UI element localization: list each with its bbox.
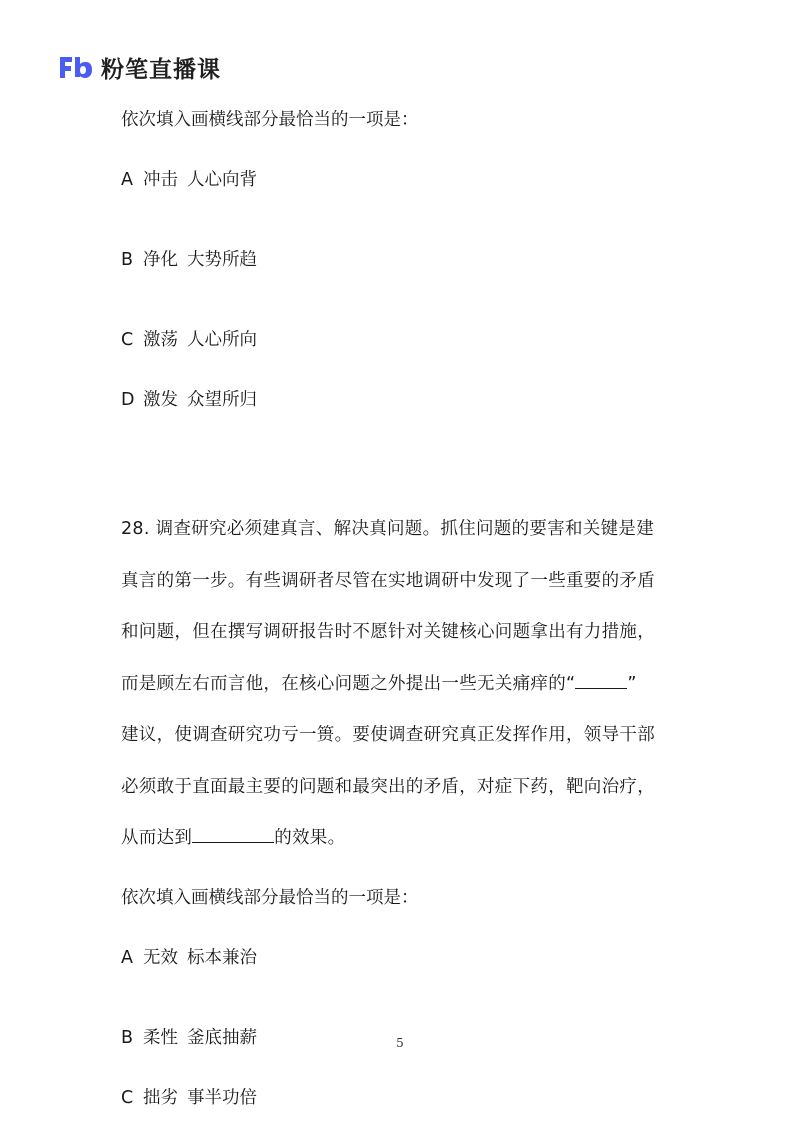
question-28-options: [121, 938, 681, 1118]
stem-line: 28. 调查研究必须建真言、解决真问题。抓住问题的要害和关键是建: [121, 519, 654, 539]
fill-blank-1: [575, 668, 627, 688]
option-word-2: 事半功倍: [187, 1087, 257, 1108]
option-word-1: 净化: [143, 250, 178, 270]
stem-line: 和问题，但在撰写调研报告时不愿针对关键核心问题拿出有力措施，: [121, 622, 655, 642]
option-letter: B: [121, 250, 134, 270]
option-letter: A: [121, 947, 133, 968]
option-letter: C: [121, 1087, 134, 1108]
fill-blank-2: [192, 823, 274, 843]
option-word-1: 激发: [143, 390, 178, 410]
option-letter: D: [121, 390, 135, 410]
option-word-2: 大势所趋: [187, 250, 257, 270]
brand-logo: [57, 51, 221, 83]
option-b: [121, 240, 681, 300]
option-word-1: 拙劣: [143, 1087, 178, 1108]
option-word-2: 人心向背: [187, 170, 257, 190]
brand-name: 粉笔直播课: [101, 56, 221, 83]
option-c: [121, 1078, 681, 1118]
option-letter: C: [121, 330, 134, 350]
option-word-1: 无效: [143, 947, 178, 968]
question-28-stem: [121, 504, 681, 865]
stem-line: 必须敢于直面最主要的问题和最突出的矛盾，对症下药，靶向治疗，: [121, 776, 655, 797]
question-28-prompt: 依次填入画横线部分最恰当的一项是：: [121, 887, 419, 908]
question-27-prompt: 依次填入画横线部分最恰当的一项是：: [121, 110, 419, 130]
option-word-2: 众望所归: [187, 390, 257, 410]
fb-logo-icon: [57, 53, 93, 81]
option-word-1: 激荡: [143, 330, 178, 350]
stem-line: 而是顾左右而言他，在核心问题之外提出一些无关痛痒的“ ”: [121, 659, 681, 711]
option-a: [121, 938, 681, 998]
stem-line: 从而达到 的效果。: [121, 813, 681, 865]
option-word-2: 人心所向: [187, 330, 257, 350]
option-a: [121, 160, 681, 220]
option-c: [121, 320, 681, 380]
stem-line: 建议，使调查研究功亏一篑。要使调查研究真正发挥作用，领导干部: [121, 725, 655, 745]
option-word-2: 标本兼治: [187, 947, 257, 968]
option-letter: A: [121, 170, 133, 190]
question-27-options: [121, 160, 681, 420]
page-number: 5: [396, 1036, 404, 1050]
option-letter: B: [121, 1027, 134, 1048]
stem-line: 真言的第一步。有些调研者尽管在实地调研中发现了一些重要的矛盾: [121, 570, 655, 591]
option-d: [121, 380, 681, 420]
option-word-2: 釜底抽薪: [187, 1027, 257, 1048]
option-word-1: 冲击: [143, 170, 178, 190]
option-word-1: 柔性: [143, 1027, 178, 1048]
document-body: [121, 100, 681, 1118]
